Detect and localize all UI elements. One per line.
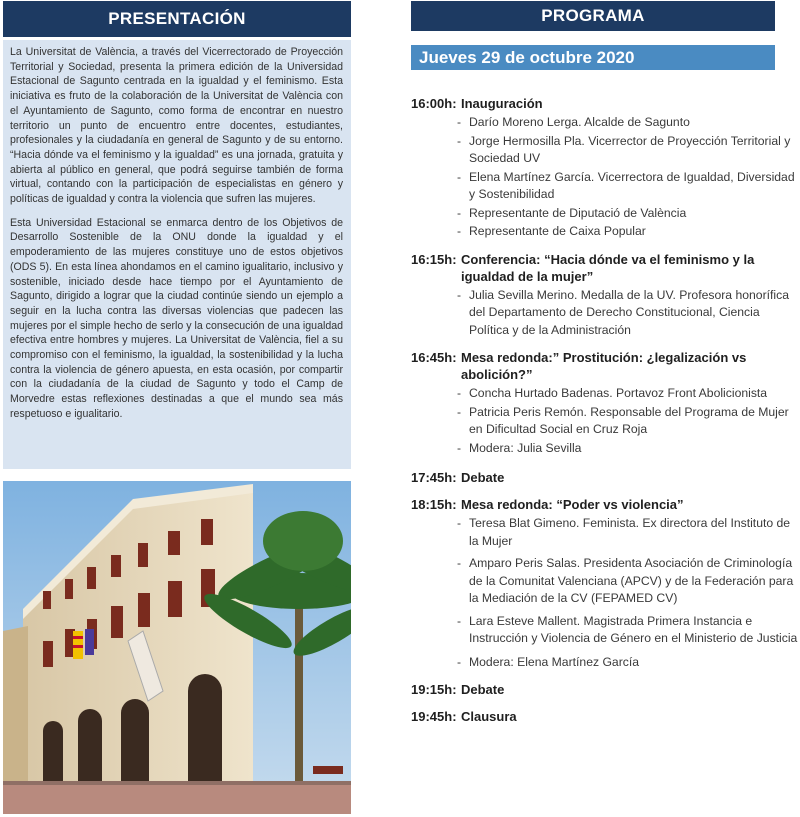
event-header: [411, 708, 800, 725]
list-dash: -: [457, 516, 462, 530]
presentacion-heading: PRESENTACIÓN: [3, 1, 351, 37]
list-dash: -: [457, 440, 462, 455]
participant-text: Modera: Julia Sevilla: [469, 440, 582, 455]
event-title: Debate: [461, 682, 505, 697]
participant-item: [457, 613, 800, 648]
list-dash: -: [457, 169, 462, 184]
event-time: 18:15h:: [411, 497, 457, 512]
event-time: 19:45h:: [411, 709, 457, 724]
participant-text: Julia Sevilla Merino. Medalla de la UV. Profesora honorífica del Departamento de Derecho Constitucional, Ciencia Política y de la Administración: [469, 287, 789, 337]
list-dash: -: [457, 404, 462, 419]
participant-item: [457, 287, 800, 340]
schedule-event: [411, 681, 800, 698]
event-header: [411, 251, 800, 285]
event-title: Mesa redonda:” Prostitución: ¿legalización vs abolición?”: [461, 350, 747, 382]
event-header: [411, 349, 800, 383]
event-header: [411, 95, 800, 112]
event-title: Inauguración: [461, 96, 543, 111]
event-participants: [457, 287, 800, 340]
event-header: [411, 496, 800, 513]
event-title: Conferencia: “Hacia dónde va el feminismo y la igualdad de la mujer”: [461, 251, 755, 284]
event-title: Clausura: [461, 709, 517, 724]
participant-item: [457, 114, 800, 132]
programa-heading: PROGRAMA: [411, 1, 775, 31]
event-time: 17:45h:: [411, 470, 457, 485]
participant-item: [457, 385, 800, 403]
schedule: [411, 95, 800, 735]
list-dash: -: [457, 654, 462, 669]
schedule-event: [411, 496, 800, 671]
event-title: Mesa redonda: “Poder vs violencia”: [461, 497, 684, 512]
event-time: 16:15h:: [411, 251, 457, 267]
participant-text: Representante de Caixa Popular: [469, 224, 646, 238]
list-dash: -: [457, 287, 462, 302]
participant-text: Modera: Elena Martínez García: [469, 654, 640, 669]
event-title: Debate: [461, 470, 505, 485]
event-participants: [457, 515, 800, 671]
participant-text: Concha Hurtado Badenas. Portavoz Front Abolicionista: [469, 386, 768, 400]
participant-item: [457, 555, 800, 608]
participant-item: [457, 223, 800, 241]
participant-text: Jorge Hermosilla Pla. Vicerrector de Proyección Territorial y Sociedad UV: [469, 133, 791, 165]
presentacion-paragraph-2: Esta Universidad Estacional se enmarca dentro de los Objetivos de Desarrollo Sostenible de la ONU donde la igualdad y el empoderamiento de las mujeres constituye uno de estos objetivos (ODS 5). En esta línea ahondamos en el camino igualitario, inclusivo y sostenible, iniciado desde hace tiempo por el Ayuntamiento de Sagunto, dirigido a lograr que la ciudad continúe siendo un ejemplo a seguir en la lucha contra las diversas violencias que padecen las mujeres por el simple hecho de serlo y la consecución de una igualdad efectiva entre hombres y mujeres. La Universitat de València, fiel a su compromiso con el feminismo, la igualdad, la sostenibilidad y la lucha contra la violencia de género apuesta, en esta ocasión, por compartir con la ciudadanía de la ciudad de Sagunto y todo el Camp de Morvedre estas reflexiones destinadas a que el mundo sea más respetuoso e igualitario.: [10, 216, 343, 420]
schedule-event: [411, 349, 800, 457]
participant-text: Patricia Peris Remón. Responsable del Programa de Mujer en Dificultad Social en Cruz Roja: [469, 404, 789, 436]
schedule-event: [411, 469, 800, 486]
event-participants: [457, 114, 800, 241]
participant-item: [457, 205, 800, 223]
list-dash: -: [457, 115, 462, 129]
event-header: [411, 681, 800, 698]
town-hall-photo: [3, 481, 351, 814]
participant-item: [457, 440, 800, 458]
participant-item: [457, 404, 800, 439]
participant-text: Darío Moreno Lerga. Alcalde de Sagunto: [469, 115, 690, 129]
schedule-event: [411, 95, 800, 241]
list-dash: -: [457, 556, 462, 570]
list-dash: -: [457, 613, 462, 628]
participant-text: Lara Esteve Mallent. Magistrada Primera Instancia e Instrucción y Violencia de Género en el Ministerio de Justicia: [469, 613, 798, 645]
event-time: 16:00h:: [411, 96, 457, 111]
schedule-event: [411, 251, 800, 340]
participant-text: Representante de Diputació de València: [469, 205, 687, 220]
participant-item: [457, 654, 800, 672]
presentacion-text-panel: [3, 40, 351, 469]
participant-item: [457, 133, 800, 168]
list-dash: -: [457, 224, 462, 238]
participant-text: Elena Martínez García. Vicerrectora de Igualdad, Diversidad y Sostenibilidad: [469, 169, 795, 201]
participant-text: Teresa Blat Gimeno. Feminista. Ex directora del Instituto de la Mujer: [469, 516, 791, 548]
event-time: 16:45h:: [411, 350, 457, 365]
list-dash: -: [457, 386, 462, 400]
schedule-event: [411, 708, 800, 725]
list-dash: -: [457, 133, 462, 148]
event-participants: [457, 385, 800, 457]
presentacion-paragraph-1: La Universitat de València, a través del Vicerrectorado de Proyección Territorial y Sociedad, presenta la primera edición de la Universidad Estacional de Sagunto centrada en la igualdad y el feminismo. Esta iniciativa es fruto de la colaboración de la Universitat de València con el Ayuntamiento de Sagunto, como forma de encontrar en nuestro territorio un punto de encuentro entre docentes, estudiantes, profesionales y la ciudadanía en general de Sagunto y de su entorno. “Hacia dónde va el feminismo y la igualdad” es una jornada, gratuita y abierta al público en general, que podrá seguirse también de forma virtual, contando con la participación de especialistas en género y políticas de igualdad y contra la violencia que sufren las mujeres.: [10, 46, 343, 206]
participant-item: [457, 515, 800, 550]
participant-item: [457, 169, 800, 204]
participant-text: Amparo Peris Salas. Presidenta Asociación de Criminología de la Comunitat Valenciana (APCV) y de la Federación para la Mediación de la CV (FEPAMED CV): [469, 556, 794, 605]
date-bar: Jueves 29 de octubre 2020: [411, 45, 775, 70]
event-time: 19:15h:: [411, 682, 457, 697]
event-header: [411, 469, 800, 486]
list-dash: -: [457, 205, 462, 220]
